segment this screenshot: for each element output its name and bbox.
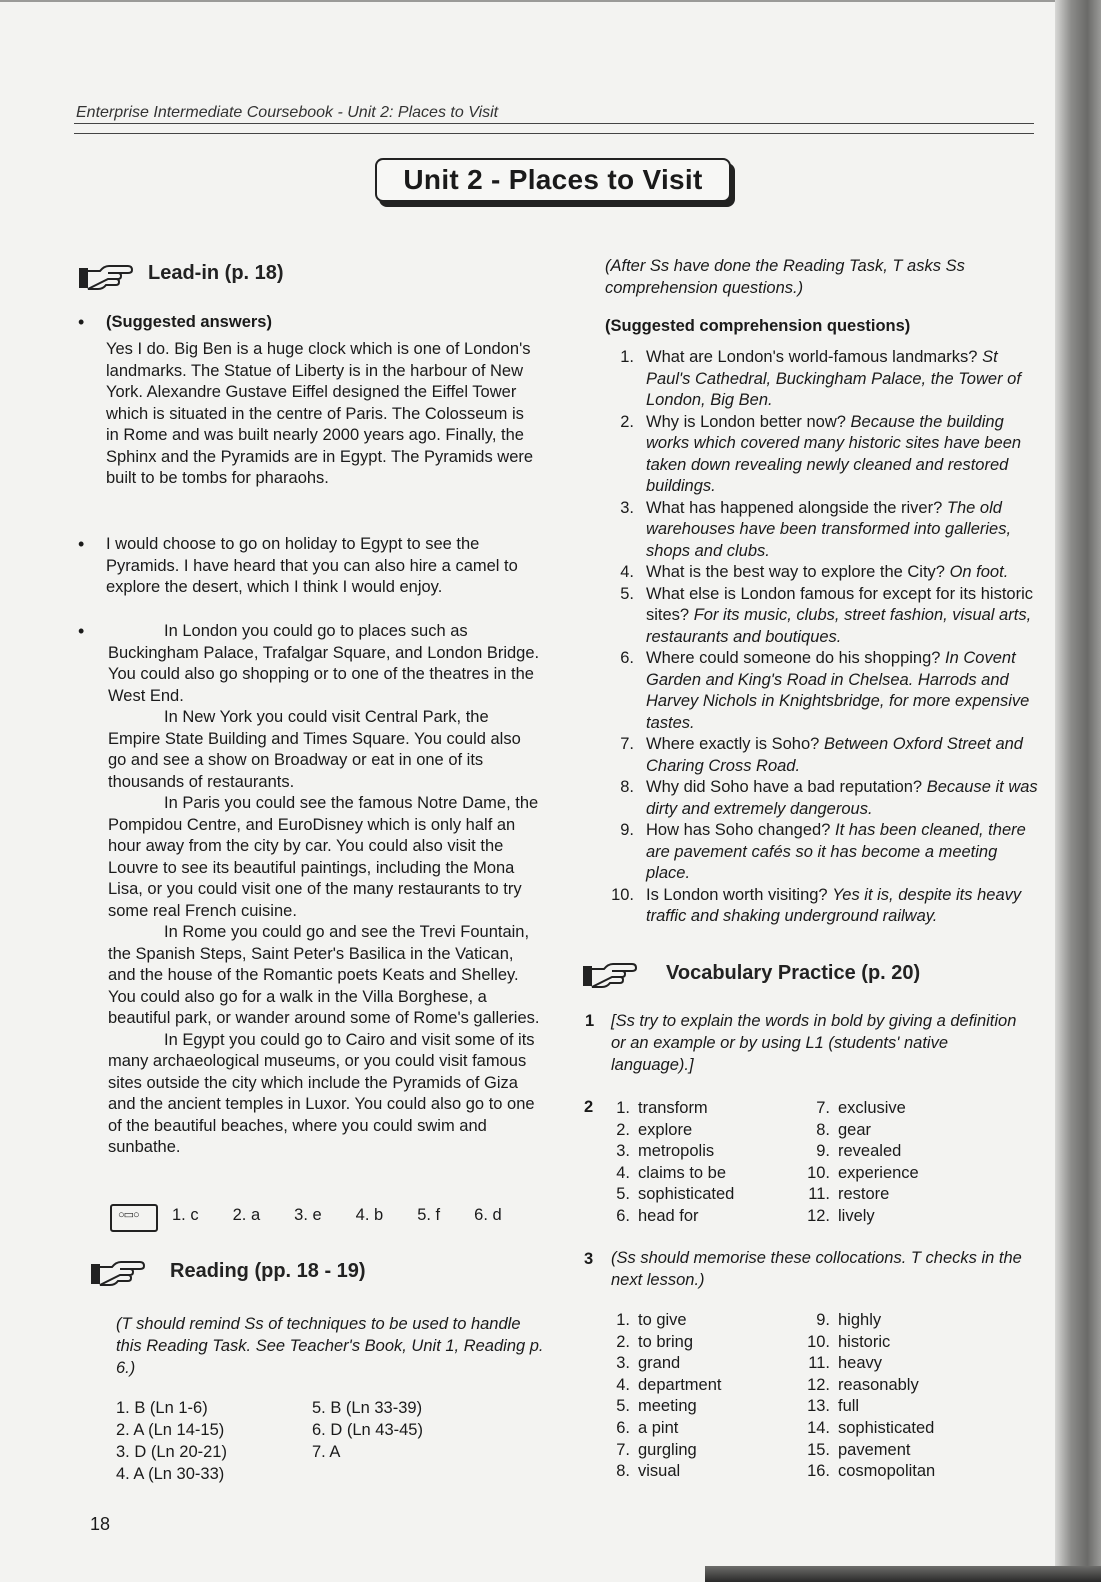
- tape-answer: 5. f: [417, 1206, 441, 1224]
- reading-heading: Reading (pp. 18 - 19): [170, 1260, 366, 1282]
- question: What is the best way to explore the City?: [646, 563, 945, 581]
- rome-paragraph: In Rome you could go and see the Trevi Fountain, the Spanish Steps, Saint Peter's Basilica in the Vatican, and the house of the Romantic poets Keats and Shelley. You could also go for a walk in the Villa Borghese, a beautiful park, or wander around some of Rome's galleries.: [108, 923, 540, 1027]
- answer: Between Oxford Street and Charing Cross Road.: [646, 735, 1023, 775]
- comprehension-heading: (Suggested comprehension questions): [605, 317, 911, 335]
- tape-answer: 4. b: [355, 1206, 384, 1224]
- question: What are London's world-famous landmarks?: [646, 348, 978, 366]
- answer: On foot.: [949, 563, 1009, 581]
- item-number: 8.: [620, 778, 634, 796]
- pointing-hand-icon: [78, 262, 134, 292]
- exercise-3-note: (Ss should memorise these collocations. T checks in the next lesson.): [611, 1249, 1022, 1289]
- item-number: 6.: [620, 649, 634, 667]
- comprehension-item: [604, 347, 1038, 412]
- vocab-answer: 4. claims to be: [616, 1163, 727, 1182]
- reading-answer: 7. A: [312, 1443, 341, 1461]
- unit-title: Unit 2 - Places to Visit: [375, 158, 731, 202]
- answer: Because it was dirty and extremely dangerous.: [646, 778, 1038, 818]
- cassette-icon: [110, 1204, 158, 1232]
- page-bottom-shadow: [705, 1566, 1101, 1582]
- tape-answer: 3. e: [294, 1206, 322, 1224]
- lead-in-answer-1: Yes I do. Big Ben is a huge clock which is one of London's landmarks. The Statue of Liberty is in the harbour of New York. Alexandre Gustave Eiffel designed the Eiffel Tower which is situated in the centre of Paris. The Colosseum is in Rome and was built nearly 2000 years ago. Finally, the Sphinx and the Pyramids are in Egypt. The Pyramids were built to be tombs for pharaohs.: [106, 340, 534, 487]
- page-number: 18: [90, 1514, 111, 1534]
- comprehension-item: [604, 412, 1038, 498]
- exercise-1-note: [Ss try to explain the words in bold by giving a definition or an example or by using L1 (students' native language).]: [611, 1012, 1017, 1074]
- answer: The old warehouses have been transformed into galleries, shops and clubs.: [646, 498, 1012, 560]
- vocab-answer: 3. metropolis: [616, 1142, 715, 1161]
- comprehension-item: [604, 777, 1038, 820]
- answer: For its music, clubs, street fashion, visual arts, restaurants and boutiques.: [646, 606, 1032, 646]
- item-number: 3.: [620, 498, 634, 517]
- vocab-answer: 9. revealed: [816, 1142, 902, 1161]
- vocab-answer: 3. grand: [616, 1354, 681, 1373]
- reading-answer: 1. B (Ln 1-6): [116, 1399, 208, 1417]
- question: Where could someone do his shopping?: [646, 649, 941, 667]
- vocab-answer: 4. department: [616, 1375, 722, 1394]
- comprehension-item: [604, 648, 1038, 734]
- exercise-number: 2: [584, 1098, 594, 1116]
- vocab-answer: 16. cosmopolitan: [807, 1462, 936, 1481]
- london-paragraph: In London you could go to places such as Buckingham Palace, Trafalgar Square, and London Bridge. You could also go shopping or to one of the theatres in the West End.: [108, 622, 540, 705]
- answer: It has been cleaned, there are pavement cafés so it has become a meeting place.: [646, 821, 1026, 882]
- vocab-answer: 9. highly: [816, 1311, 882, 1329]
- item-number: 7.: [620, 735, 634, 753]
- vocab-answer: 2. to bring: [616, 1332, 694, 1351]
- vocab-answer: 12. reasonably: [807, 1375, 919, 1394]
- comprehension-item: [604, 885, 1038, 928]
- egypt-paragraph: In Egypt you could go to Cairo and visit some of its many archaeological museums, or you could visit famous sites outside the city which include the Pyramids of Giza and the ancient temples in Luxor. You could also go to one of the beautiful beaches, where you could swim and sunbathe.: [108, 1030, 535, 1156]
- tape-answers: [172, 1206, 502, 1225]
- bullet-icon: •: [78, 621, 85, 641]
- vocab-answer: 5. sophisticated: [616, 1185, 735, 1204]
- reading-note: (T should remind Ss of techniques to be used to handle this Reading Task. See Teacher's Book, Unit 1, Reading p. 6.): [116, 1315, 544, 1377]
- comprehension-item: [604, 584, 1038, 649]
- item-number: 5.: [620, 584, 634, 603]
- reading-answer: 2. A (Ln 14-15): [116, 1421, 225, 1439]
- item-number: 10.: [611, 885, 634, 904]
- vocab-answer: 1. to give: [616, 1311, 687, 1329]
- bullet-icon: •: [78, 312, 85, 332]
- vocab-answer: 6. head for: [616, 1207, 699, 1225]
- vocab-answer: 13. full: [807, 1397, 860, 1416]
- header-rule: [74, 133, 1034, 134]
- vocab-answer: 7. gurgling: [616, 1440, 697, 1459]
- reading-answer: 6. D (Ln 43-45): [312, 1421, 423, 1439]
- vocab-answer: 8. gear: [816, 1120, 872, 1139]
- page-binding-shadow: [1055, 0, 1101, 1582]
- comprehension-item: [604, 562, 1038, 584]
- question: What else is London famous for except for its historic sites?: [646, 584, 1034, 624]
- tape-answer: 1. c: [172, 1206, 199, 1224]
- tape-answer: 6. d: [474, 1206, 502, 1224]
- item-number: 2.: [620, 412, 634, 431]
- comprehension-item: [604, 498, 1038, 563]
- vocabulary-heading: Vocabulary Practice (p. 20): [666, 962, 921, 984]
- comprehension-list: [604, 347, 1038, 928]
- reading-answer: 5. B (Ln 33-39): [312, 1399, 423, 1417]
- newyork-paragraph: In New York you could visit Central Park, the Empire State Building and Times Square. You could also go and see a show on Broadway or eat in one of its thousands of restaurants.: [108, 708, 521, 791]
- vocab-answer: 14. sophisticated: [807, 1419, 935, 1437]
- lead-in-heading: Lead-in (p. 18): [148, 262, 284, 284]
- answer: Yes it is, despite its heavy traffic and shaking underground railway.: [646, 885, 1022, 925]
- reading-answer: 4. A (Ln 30-33): [116, 1465, 225, 1483]
- question: Why is London better now?: [646, 412, 846, 431]
- vocab-answer: 15. pavement: [807, 1440, 911, 1459]
- question: Why did Soho have a bad reputation?: [646, 778, 923, 796]
- lead-in-answer-3: [108, 621, 540, 1159]
- vocab-answer: 12. lively: [807, 1207, 875, 1225]
- pointing-hand-icon: [582, 960, 638, 990]
- answer: In Covent Garden and King's Road in Chelsea. Harrods and Harvey Nichols in Knightsbridge, for more expensive tastes.: [646, 649, 1030, 732]
- item-number: 4.: [620, 563, 634, 581]
- vocab-answer: 2. explore: [616, 1120, 693, 1139]
- vocab-answer: 6. a pint: [616, 1419, 679, 1437]
- vocab-answer: 7. exclusive: [816, 1099, 906, 1117]
- comprehension-intro: (After Ss have done the Reading Task, T asks Ss comprehension questions.): [605, 257, 965, 297]
- reading-answer: 3. D (Ln 20-21): [116, 1443, 227, 1461]
- pointing-hand-icon: [90, 1258, 146, 1288]
- exercise-number: 3: [584, 1250, 594, 1268]
- bullet-icon: •: [78, 534, 85, 554]
- exercise-number: 1: [585, 1012, 595, 1030]
- comprehension-item: [604, 734, 1038, 777]
- vocab-answer: 11. restore: [808, 1185, 890, 1204]
- vocab-answer: 11. heavy: [808, 1354, 883, 1373]
- paris-paragraph: In Paris you could see the famous Notre Dame, the Pompidou Centre, and EuroDisney which is only half an hour away from the city by car. You could also visit the Louvre to see its beautiful paintings, including the Mona Lisa, or you could visit one of the many restaurants to try some real French cuisine.: [108, 794, 539, 920]
- question: Where exactly is Soho?: [646, 735, 820, 753]
- question: What has happened alongside the river?: [646, 498, 943, 517]
- suggested-answers-label: (Suggested answers): [106, 313, 272, 331]
- vocab-answer: 1. transform: [616, 1099, 708, 1117]
- header-rule: [74, 123, 1034, 124]
- question: Is London worth visiting?: [646, 885, 828, 904]
- vocab-answer: 5. meeting: [616, 1397, 697, 1416]
- running-head: Enterprise Intermediate Coursebook - Unit 2: Places to Visit: [76, 104, 499, 121]
- lead-in-answer-2: I would choose to go on holiday to Egypt to see the Pyramids. I have heard that you can also hire a camel to explore the desert, which I think I would enjoy.: [106, 535, 518, 596]
- tape-answer: 2. a: [232, 1206, 261, 1224]
- vocab-answer: 10. historic: [807, 1332, 891, 1351]
- page-top-border: [0, 0, 1101, 2]
- item-number: 9.: [620, 821, 634, 839]
- item-number: 1.: [620, 348, 634, 366]
- vocab-answer: 10. experience: [807, 1163, 919, 1182]
- answer: Because the building works which covered many historic sites have been taken down revealing newly cleaned and restored buildings.: [646, 412, 1022, 495]
- answer: St Paul's Cathedral, Buckingham Palace, the Tower of London, Big Ben.: [646, 348, 1021, 409]
- question: How has Soho changed?: [646, 821, 831, 839]
- comprehension-item: [604, 820, 1038, 885]
- vocab-answer: 8. visual: [616, 1462, 681, 1481]
